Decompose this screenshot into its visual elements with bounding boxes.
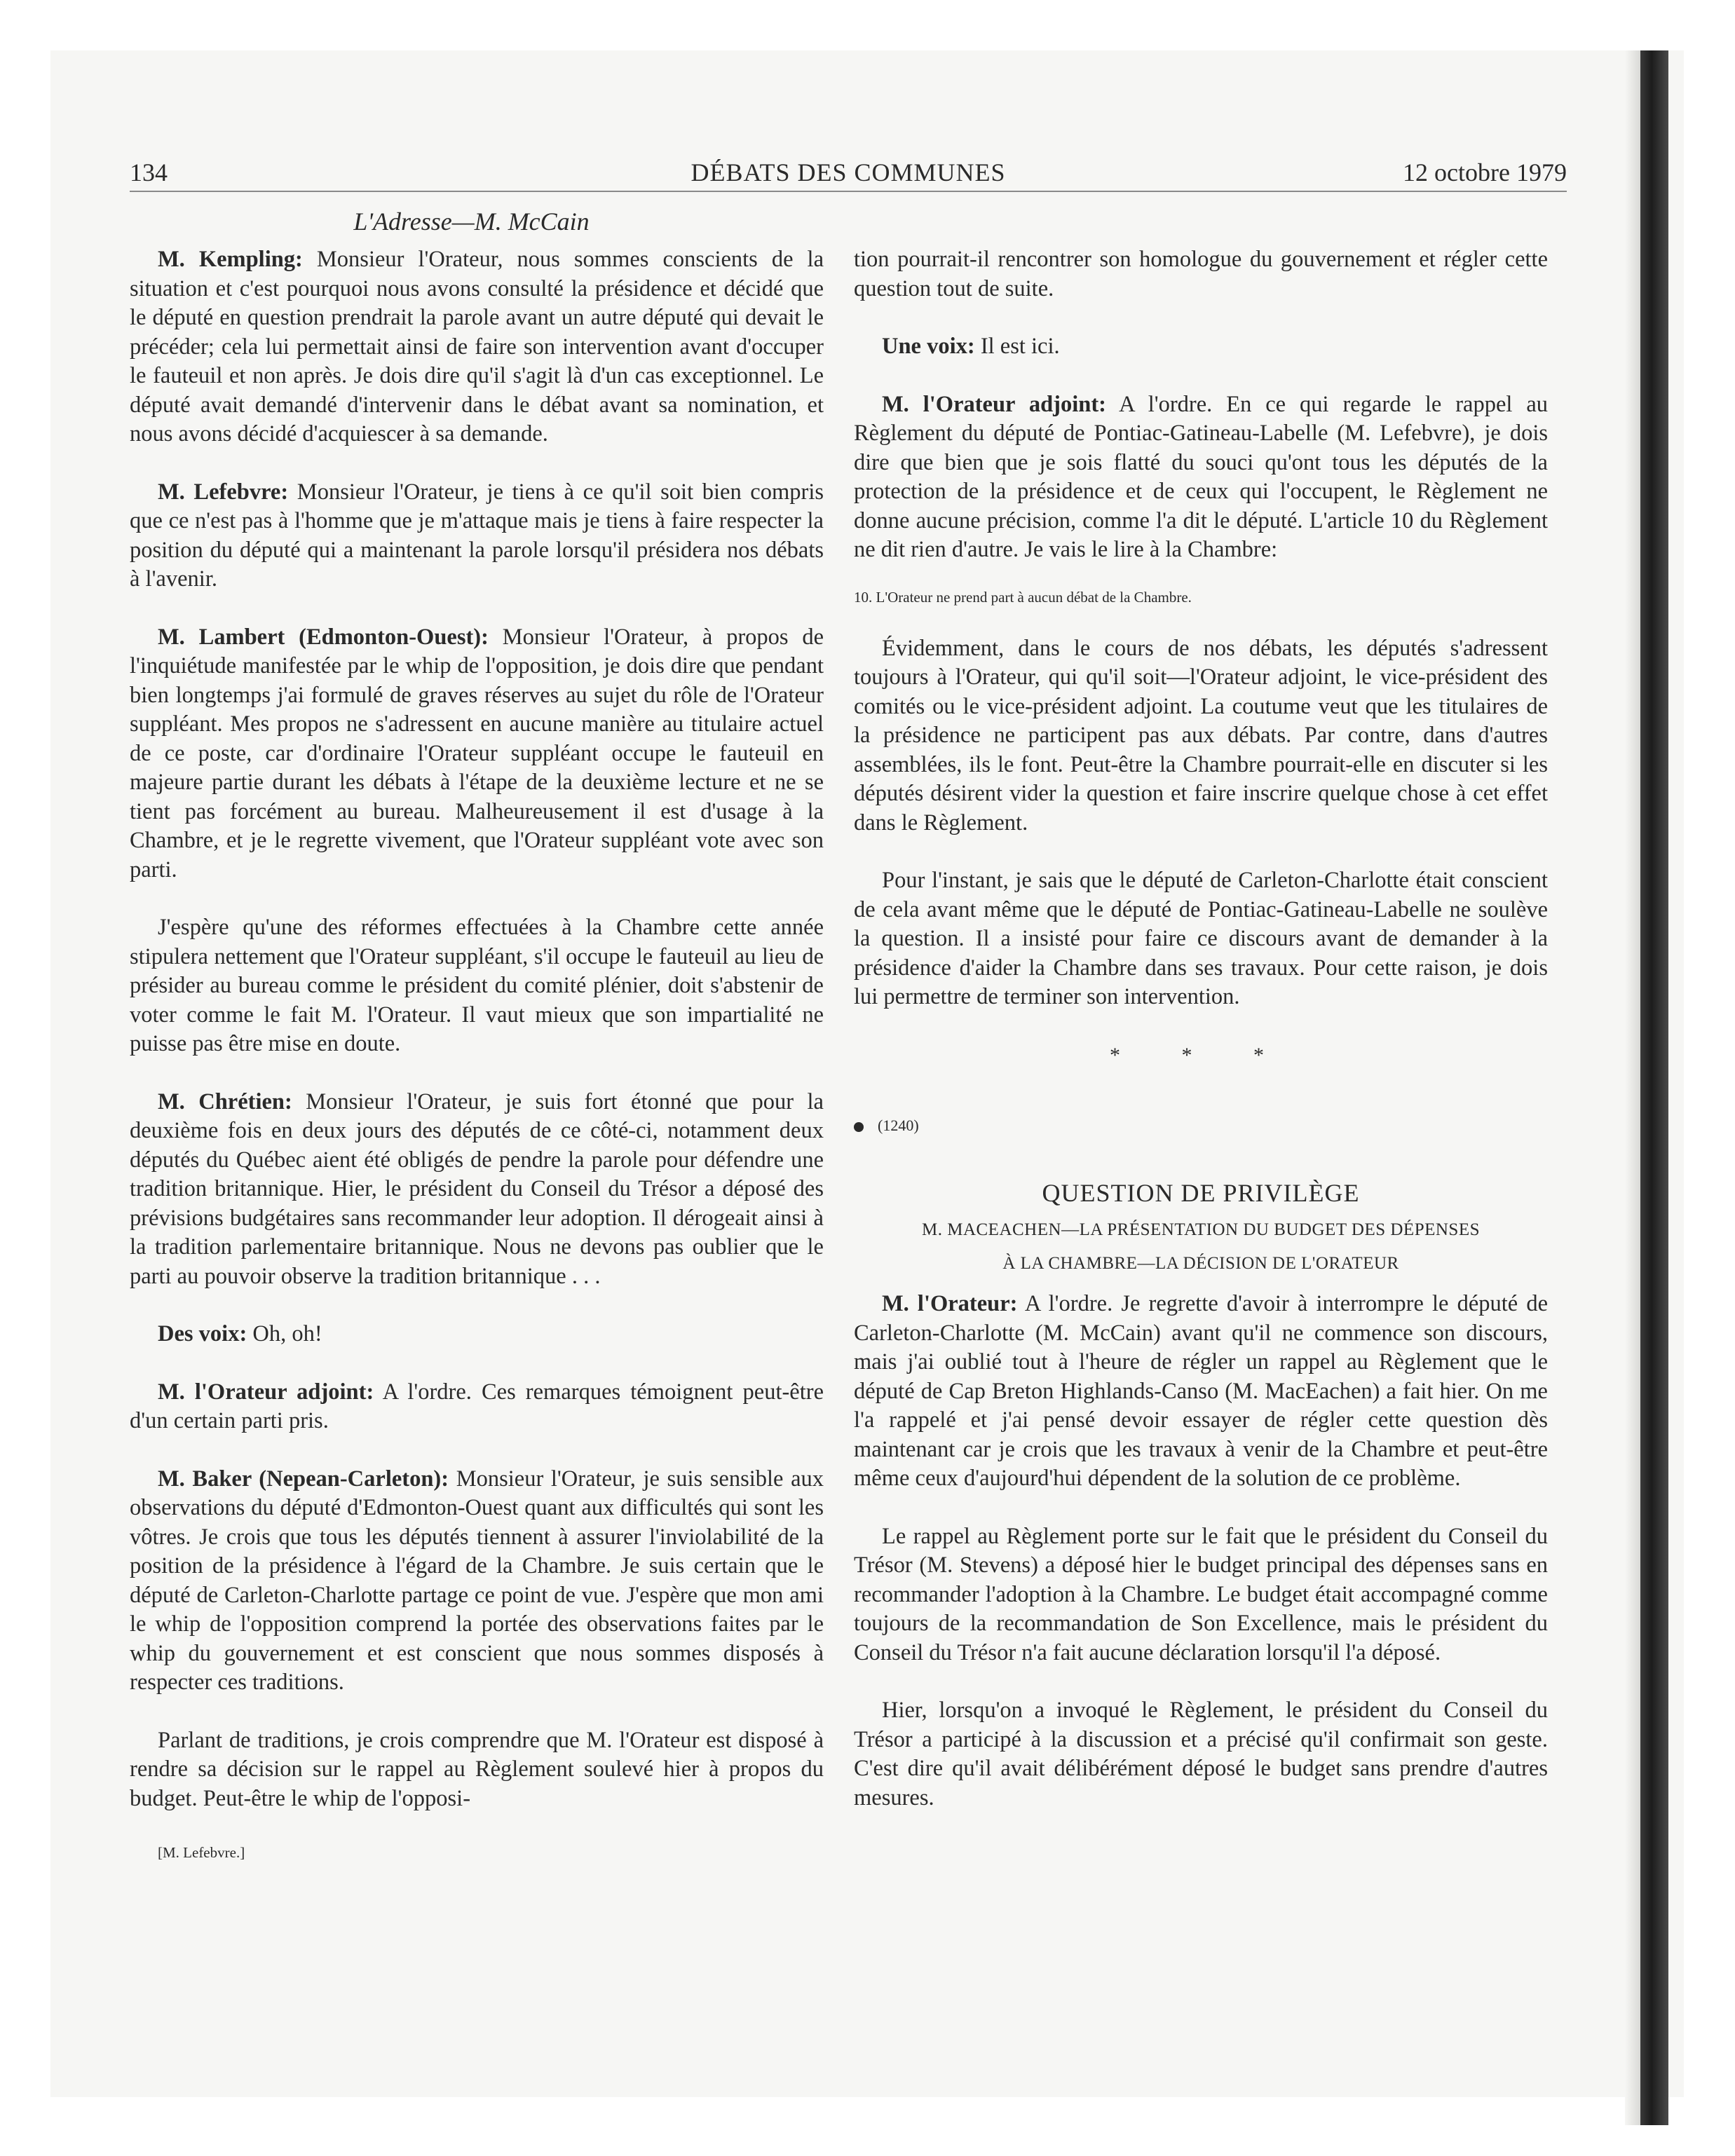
left-column: [130, 245, 824, 1892]
paragraph: [854, 390, 1548, 565]
paragraph: [854, 634, 1548, 838]
paragraph: [130, 1320, 824, 1349]
paragraph: [130, 1465, 824, 1698]
paragraph: [130, 623, 824, 885]
paragraph: [130, 1378, 824, 1436]
paragraph: [130, 1726, 824, 1814]
timestamp-marker: [854, 1112, 1548, 1140]
speaker-name: M. Baker (Nepean-Carleton):: [158, 1466, 449, 1492]
paragraph: [854, 245, 1548, 303]
speaker-name: M. Lefebvre:: [158, 479, 289, 505]
page-binding-edge: [1640, 50, 1668, 2125]
paragraph-text: Il est ici.: [974, 334, 1060, 359]
speaker-name: M. l'Orateur adjoint:: [882, 391, 1106, 417]
paragraph-text: A l'ordre. En ce qui regarde le rappel au Règlement du député de Pontiac-Gatineau-Labelle (M. Lefebvre), je dois dire que bien que je sois flatté du souci qu'ont tous les députés de la protection de la présidence et de ceux qui l'occupent, le Règlement ne donne aucune précision, comme l'a dit le député. L'article 10 du Règlement ne dit rien d'autre. Je vais le lire à la Chambre:: [854, 391, 1549, 562]
paragraph-text: Le rappel au Règlement porte sur le fait que le président du Conseil du Trésor (M. Stevens) a déposé hier le budget principal des dépenses sans en recommander l'adoption à la Chambre. Le budget était accompagné comme toujours de la recommandation de Son Excellence, mais le président du Conseil du Trésor n'a fait aucune déclaration lorsqu'il l'a déposé.: [854, 1523, 1548, 1665]
paragraph-text: Parlant de traditions, je crois comprendre que M. l'Orateur est disposé à rendre sa décision sur le rappel au Règlement soulevé hier à propos du budget. Peut-être le whip de l'opposi-: [130, 1727, 824, 1811]
journal-title: DÉBATS DES COMMUNES: [690, 158, 1006, 186]
section-subtitle-line-2: À LA CHAMBRE—LA DÉCISION DE L'ORATEUR: [1002, 1254, 1399, 1273]
speaker-name: M. Chrétien:: [158, 1089, 292, 1114]
page-gutter-shadow: [1625, 50, 1640, 2125]
paragraph-text: Monsieur l'Orateur, à propos de l'inquiétude manifestée par le whip de l'opposition, je dois dire que pendant bien longtemps j'ai formulé de graves réserves au sujet du rôle de l'Orateur suppléant. Mes propos ne s'adressent en aucune manière au titulaire actuel de ce poste, car d'ordinaire l'Orateur suppléant occupe le fauteuil en majeure partie durant les débats à l'étape de la deuxième lecture et ne se tient pas forcément au bureau. Malheureusement il est d'usage à la Chambre, et je le regrette vivement, que l'Orateur suppléant vote avec son parti.: [130, 624, 824, 882]
paragraph: [854, 1696, 1548, 1813]
page-number: 134: [130, 158, 168, 186]
section-break: * * *: [1110, 1043, 1292, 1067]
bullet-dot: [854, 1122, 864, 1132]
paragraph-text: J'espère qu'une des réformes effectuées à la Chambre cette année stipulera nettement que l'Orateur suppléant, s'il occupe le fauteuil au lieu de présider au bureau comme le président du comité plénier, doit s'abstenir de voter comme le fait M. l'Orateur. Il vaut mieux que son impartialité ne puisse pas être mise en doute.: [130, 915, 824, 1056]
speaker-name: M. l'Orateur:: [882, 1291, 1018, 1316]
timestamp-text: (1240): [878, 1117, 919, 1134]
paragraph: [854, 866, 1548, 1012]
header-date: 12 octobre 1979: [1403, 158, 1567, 186]
speaker-name: M. Kempling:: [158, 247, 303, 272]
right-paragraphs-top: [854, 245, 1548, 565]
paragraph-text: Hier, lorsqu'on a invoqué le Règlement, le président du Conseil du Trésor a participé à la discussion et a précisé qu'il confirmait son geste. C'est dire qu'il avait délibérément déposé le budget sans prendre d'autres mesures.: [854, 1698, 1548, 1810]
paragraph-text: Monsieur l'Orateur, je tiens à ce qu'il soit bien compris que ce n'est pas à l'homme que je m'attaque mais je tiens à faire respecter la position du député qui a maintenant la parole lorsqu'il présidera nos débats à l'avenir.: [130, 479, 824, 592]
page-header: [130, 154, 1567, 192]
paragraph-text: A l'ordre. Je regrette d'avoir à interrompre le député de Carleton-Charlotte (M. McCain) avant qu'il ne commence son discours, mais j'ai oublié tout à l'heure de régler un rappel au Règlement que le député de Cap Breton Highlands-Canso (M. MacEachen) a fait hier. On me l'a rappelé et j'ai pensé devoir essayer de régler cette question dès maintenant car je crois que les travaux à venir de la Chambre et peut-être même ceux d'aujourd'hui dépendent de la solution de ce problème.: [854, 1291, 1548, 1491]
paragraph-text: Évidemment, dans le cours de nos débats, les députés s'adressent toujours à l'Orateur, qui qu'il soit—l'Orateur adjoint, le vice-président des comités ou le vice-président adjoint. La coutume veut que les titulaires de la présidence ne participent pas aux débats. Par contre, dans d'autres assemblées, ils le font. Peut-être la Chambre pourrait-elle en discuter si les députés désirent vider la question et faire inscrire quelque chose à cet effet dans le Règlement.: [854, 635, 1548, 835]
footer-reference: [M. Lefebvre.]: [158, 1844, 245, 1861]
paragraph: [130, 478, 824, 594]
right-paragraphs-bottom: [854, 1290, 1548, 1813]
left-paragraphs: [130, 245, 824, 1813]
paragraph-text: tion pourrait-il rencontrer son homologue du gouvernement et régler cette question tout de suite.: [854, 247, 1548, 301]
paragraph-text: Pour l'instant, je sais que le député de Carleton-Charlotte était conscient de cela avant même que le député de Pontiac-Gatineau-Labelle ne soulève la question. Il a insisté pour faire ce discours avant de demander à la présidence d'aider la Chambre dans ses travaux. Pour cette raison, je dois lui permettre de terminer son intervention.: [854, 868, 1548, 1009]
paragraph: [854, 1522, 1548, 1668]
paragraph-text: Monsieur l'Orateur, nous sommes conscients de la situation et c'est pourquoi nous avons consulté la présidence et décidé que le député en question prendrait la parole avant un autre député qui devait le précéder; cela lui permettait ainsi de faire son intervention avant d'occuper le fauteuil et non après. Je dois dire qu'il s'agit là d'un cas exceptionnel. Le député avait demandé d'intervenir dans le débat avant sa nomination, et nous avons décidé d'acquiescer à sa demande.: [130, 247, 824, 446]
running-head: L'Adresse—M. McCain: [353, 207, 590, 236]
speaker-name: M. l'Orateur adjoint:: [158, 1379, 374, 1405]
paragraph-text: A l'ordre. Ces remarques témoignent peut-être d'un certain parti pris.: [130, 1379, 824, 1433]
paragraph: [130, 913, 824, 1059]
paragraph: [130, 245, 824, 449]
section-subtitle-line-1: M. MACEACHEN—LA PRÉSENTATION DU BUDGET DES DÉPENSES: [922, 1220, 1480, 1239]
paragraph-text: Monsieur l'Orateur, je suis sensible aux observations du député d'Edmonton-Ouest quant aux difficultés qui sont les vôtres. Je crois que tous les députés tiennent à assurer l'inviolabilité de la position de la présidence à l'égard de la Chambre. Je suis certain que le député de Carleton-Charlotte partage ce point de vue. J'espère que mon ami le whip de l'opposition comprend la portée des observations faites par le whip du gouvernement et est conscient que nous sommes disposés à respecter ces traditions.: [130, 1466, 824, 1695]
quoted-rule: 10. L'Orateur ne prend part à aucun débat de la Chambre.: [854, 588, 1192, 606]
speaker-name: Une voix:: [882, 334, 975, 359]
speaker-name: M. Lambert (Edmonton-Ouest):: [158, 624, 489, 650]
right-column: [854, 245, 1548, 1841]
paragraph: [854, 1290, 1548, 1494]
paragraph-text: Oh, oh!: [247, 1321, 322, 1346]
paragraph: [854, 332, 1548, 362]
paragraph: [130, 1088, 824, 1292]
right-paragraphs-mid: [854, 634, 1548, 1012]
paragraph-text: Monsieur l'Orateur, je suis fort étonné que pour la deuxième fois en deux jours des députés de ce côté-ci, notamment deux députés du Québec aient été obligés de pendre la parole pour défendre une tradition britannique. Hier, le président du Conseil du Trésor a déposé des prévisions budgétaires sans recommander leur adoption. Il dérogeait ainsi à la tradition parlementaire britannique. Nous ne devons pas oublier que le parti au pouvoir observe la tradition britannique . . .: [130, 1089, 824, 1289]
speaker-name: Des voix:: [158, 1321, 247, 1346]
section-title: QUESTION DE PRIVILÈGE: [1042, 1179, 1360, 1207]
